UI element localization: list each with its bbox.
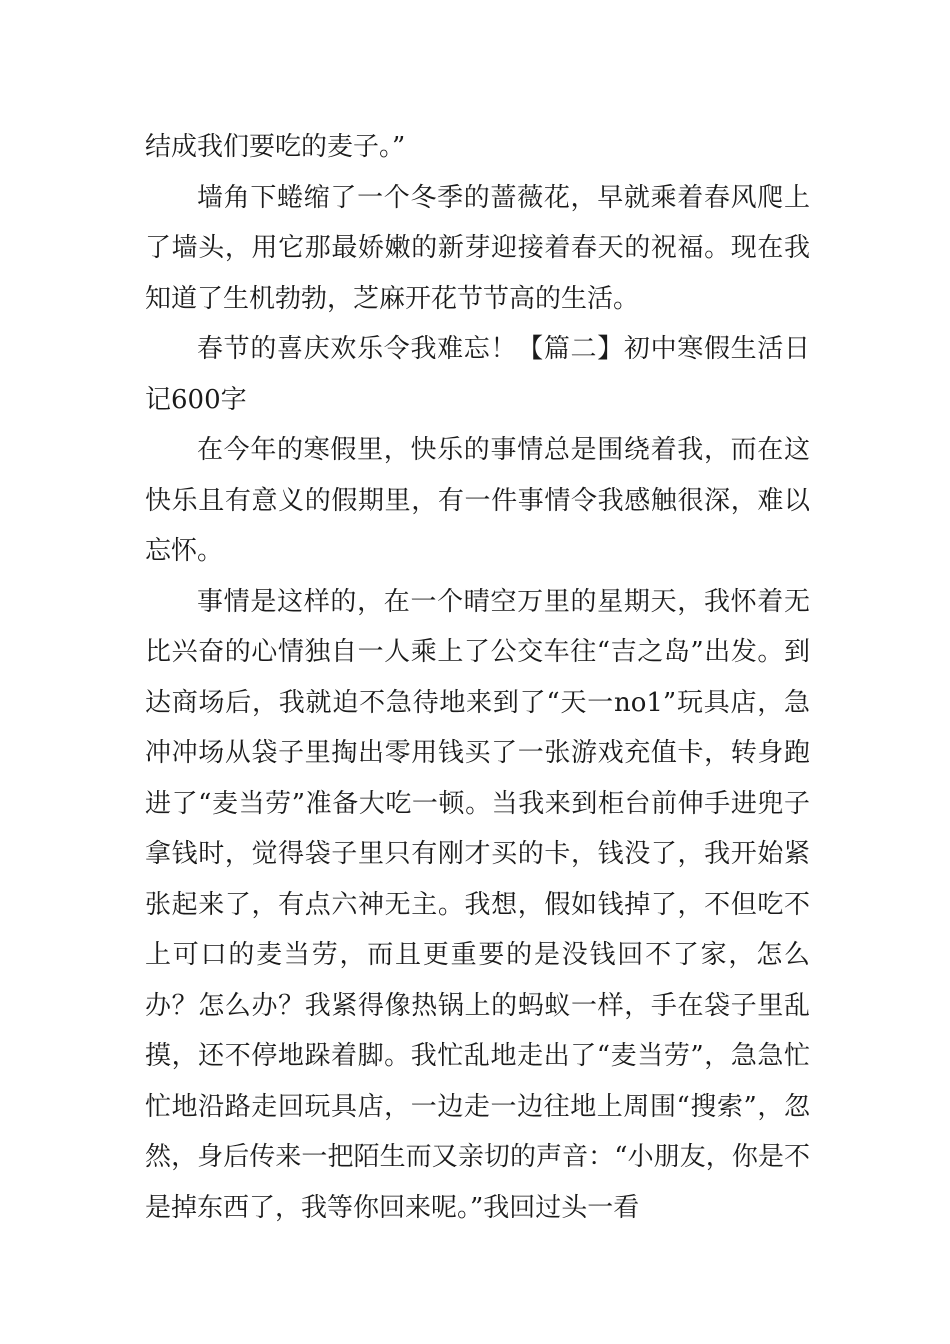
paragraph-rose: 墙角下蜷缩了一个冬季的蔷薇花，早就乘着春风爬上了墙头，用它那最娇嫩的新芽迎接着春天的祝福。现在我知道了生机勃勃，芝麻开花节节高的生活。 — [145, 182, 810, 314]
body-text — [145, 122, 810, 1233]
paragraph-story: 事情是这样的，在一个晴空万里的星期天，我怀着无比兴奋的心情独自一人乘上了公交车往“吉之岛”出发。到达商场后，我就迫不急待地来到了“天一no1”玩具店，急冲冲场从袋子里掏出零用钱买了一张游戏充值卡，转身跑进了“麦当劳”准备大吃一顿。当我来到柜台前伸手进兜子拿钱时，觉得袋子里只有刚才买的卡，钱没了，我开始紧张起来了，有点六神无主。我想，假如钱掉了，不但吃不上可口的麦当劳，而且更重要的是没钱回不了家，怎么办？怎么办？我紧得像热锅上的蚂蚁一样，手在袋子里乱摸，还不停地跺着脚。我忙乱地走出了“麦当劳”，急急忙忙地沿路走回玩具店，一边走一边往地上周围“搜索”，忽然，身后传来一把陌生而又亲切的声音：“小朋友，你是不是掉东西了，我等你回来呢。”我回过头一看 — [145, 586, 810, 1223]
paragraph-intro: 在今年的寒假里，快乐的事情总是围绕着我，而在这快乐且有意义的假期里，有一件事情令我感触很深，难以忘怀。 — [145, 435, 810, 566]
paragraph-continuation: 结成我们要吃的麦子。” — [145, 132, 406, 162]
paragraph-section-heading: 春节的喜庆欢乐令我难忘！【篇二】初中寒假生活日记600字 — [145, 334, 810, 415]
